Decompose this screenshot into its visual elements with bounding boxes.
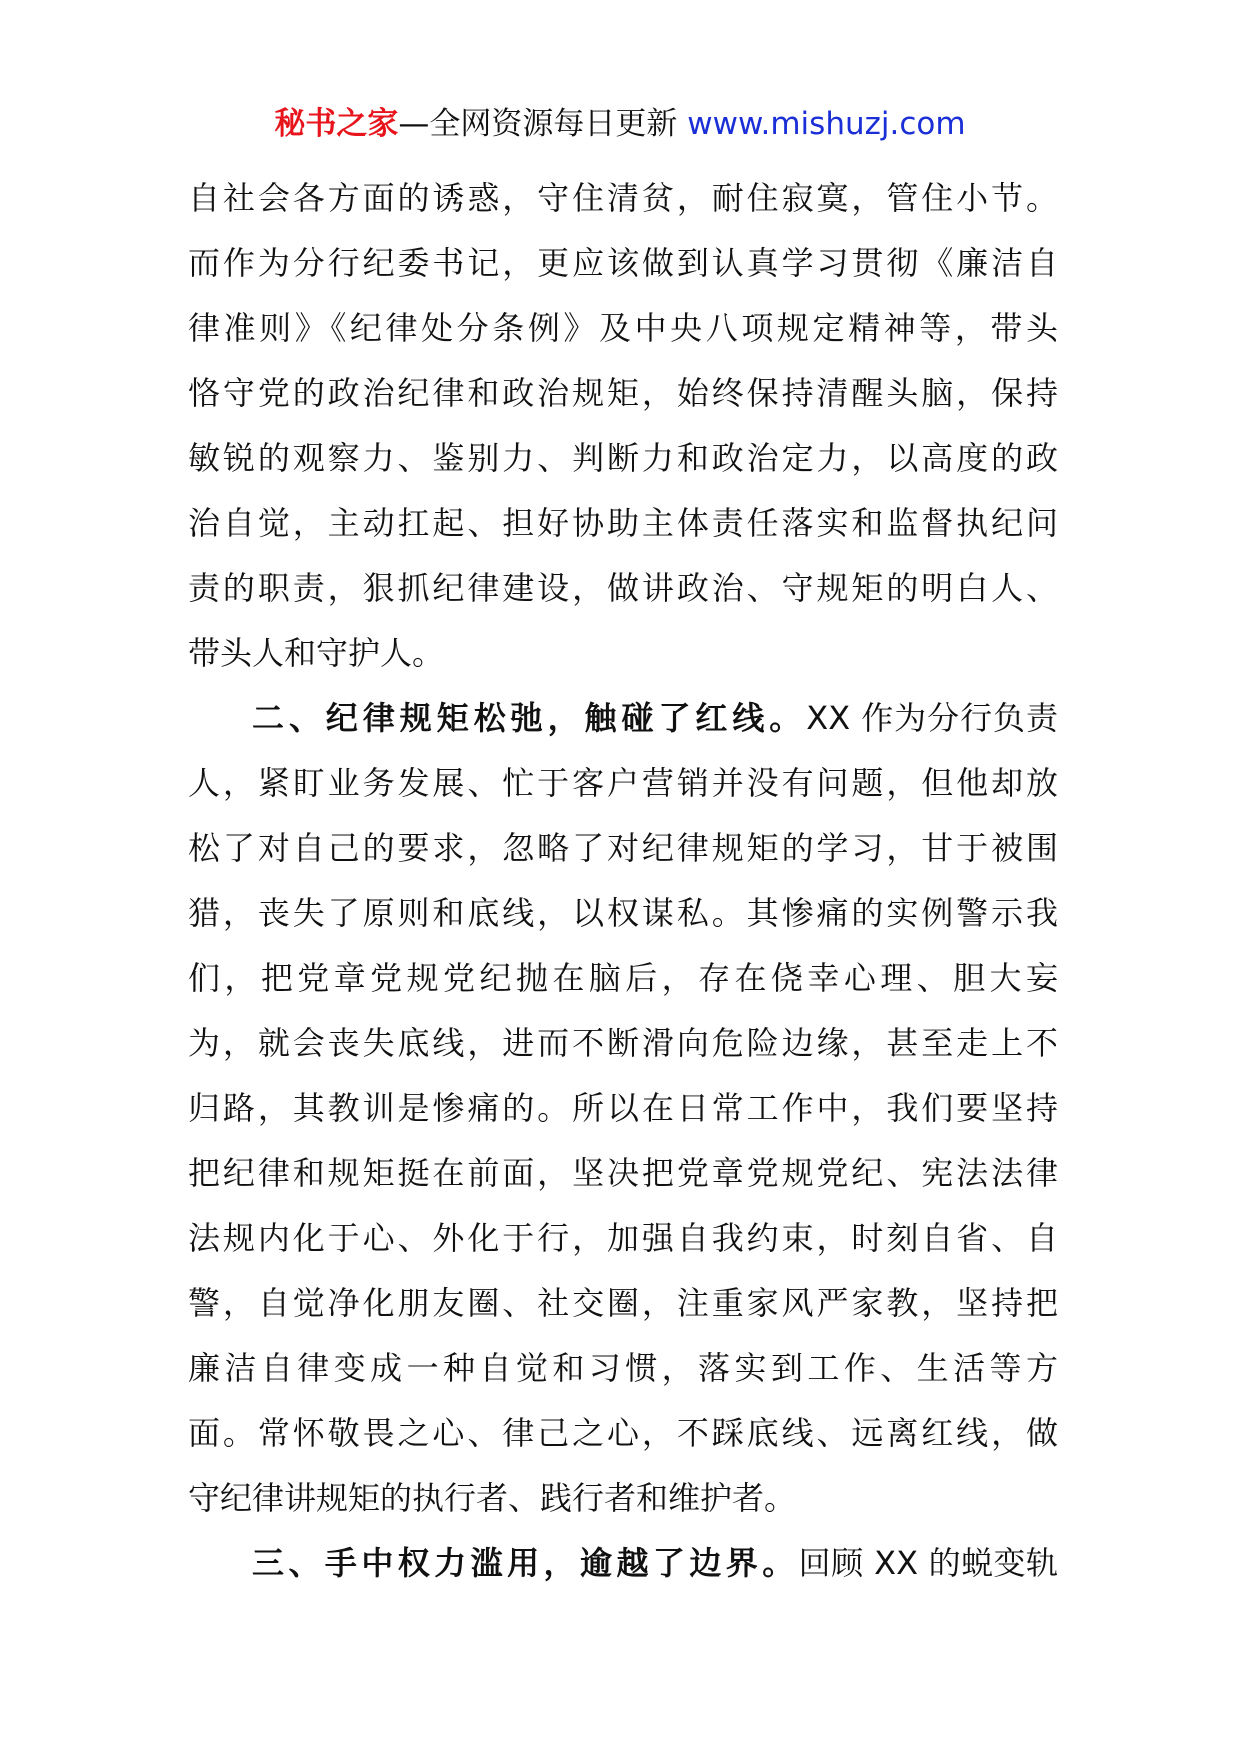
text-line: 治自觉，主动扛起、担好协助主体责任落实和监督执纪问 xyxy=(188,504,1058,542)
section-heading: 三、手中权力滥用，逾越了边界。 xyxy=(252,1544,799,1582)
text-line: 廉洁自律变成一种自觉和习惯，落实到工作、生活等方 xyxy=(188,1349,1058,1387)
text-line: 责的职责，狠抓纪律建设，做讲政治、守规矩的明白人、 xyxy=(188,569,1058,607)
text-line: 守纪律讲规矩的执行者、践行者和维护者。 xyxy=(188,1479,797,1517)
text-line: 而作为分行纪委书记，更应该做到认真学习贯彻《廉洁自 xyxy=(188,244,1058,282)
text-line: 松了对自己的要求，忽略了对纪律规矩的学习，甘于被围 xyxy=(188,829,1058,867)
section-heading: 二、纪律规矩松弛，触碰了红线。 xyxy=(252,699,807,737)
text-line: 猎，丧失了原则和底线，以权谋私。其惨痛的实例警示我 xyxy=(188,894,1058,932)
text-line: 警，自觉净化朋友圈、社交圈，注重家风严家教，坚持把 xyxy=(188,1284,1058,1322)
text-line: 为，就会丧失底线，进而不断滑向危险边缘，甚至走上不 xyxy=(188,1024,1058,1062)
document-body xyxy=(188,166,1058,1596)
text-line: 法规内化于心、外化于行，加强自我约束，时刻自省、自 xyxy=(188,1219,1058,1257)
text-line: 恪守党的政治纪律和政治规矩，始终保持清醒头脑，保持 xyxy=(188,374,1058,412)
text-line: 把纪律和规矩挺在前面，坚决把党章党规党纪、宪法法律 xyxy=(188,1154,1058,1192)
site-url-link[interactable]: www.mishuzj.com xyxy=(687,106,966,142)
heading-line-rest: 回顾 XX 的蜕变轨 xyxy=(798,1544,1058,1582)
page-header xyxy=(0,100,1240,148)
site-tagline: —全网资源每日更新 xyxy=(398,106,678,142)
text-line: 们，把党章党规党纪抛在脑后，存在侥幸心理、胆大妄 xyxy=(188,959,1058,997)
text-line: 敏锐的观察力、鉴别力、判断力和政治定力，以高度的政 xyxy=(188,439,1058,477)
section-heading-line xyxy=(188,686,1058,751)
text-line: 律准则》《纪律处分条例》及中央八项规定精神等，带头 xyxy=(188,309,1058,347)
site-brand: 秘书之家 xyxy=(274,106,399,142)
text-line: 自社会各方面的诱惑，守住清贫，耐住寂寞，管住小节。 xyxy=(188,179,1058,217)
text-line: 面。常怀敬畏之心、律己之心，不踩底线、远离红线，做 xyxy=(188,1414,1058,1452)
text-line: 归路，其教训是惨痛的。所以在日常工作中，我们要坚持 xyxy=(188,1089,1058,1127)
text-line: 带头人和守护人。 xyxy=(188,634,445,672)
text-line: 人，紧盯业务发展、忙于客户营销并没有问题，但他却放 xyxy=(188,764,1058,802)
heading-line-rest: XX 作为分行负责 xyxy=(806,699,1058,737)
section-heading-line xyxy=(188,1531,1058,1596)
